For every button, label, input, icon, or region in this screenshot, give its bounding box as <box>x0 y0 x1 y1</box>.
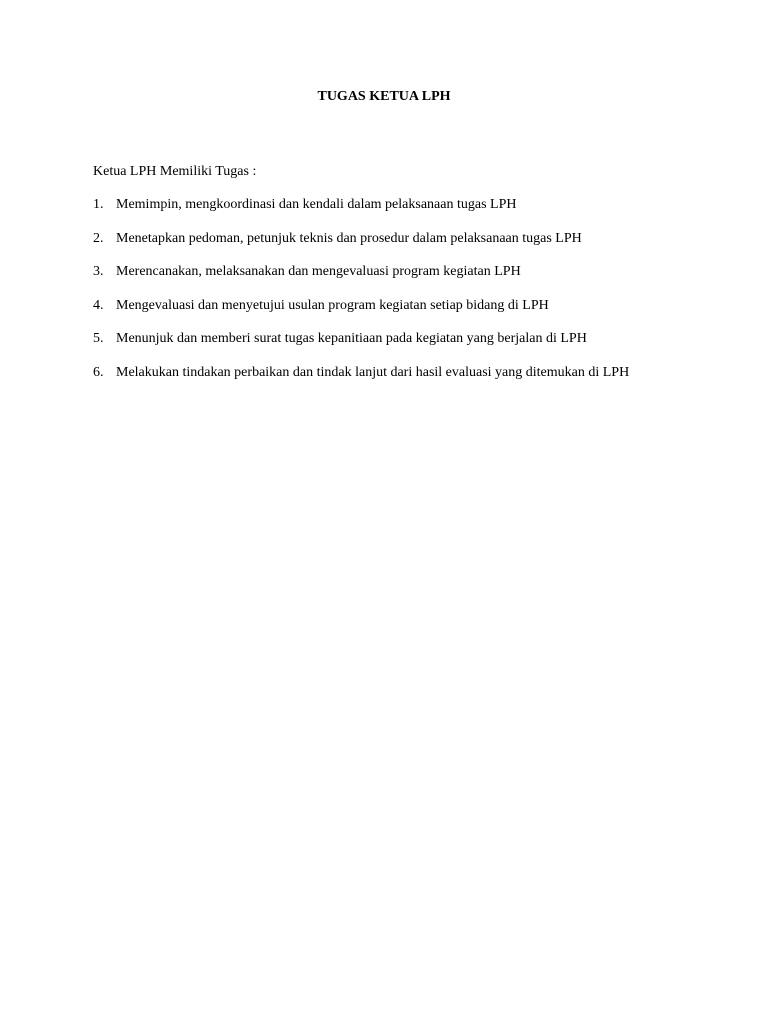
list-item-text: Menunjuk dan memberi surat tugas kepanitiaan pada kegiatan yang berjalan di LPH <box>116 331 587 347</box>
list-item <box>93 230 629 264</box>
list-item <box>93 297 629 331</box>
list-item-number: 3. <box>93 264 104 280</box>
list-item-number: 4. <box>93 297 104 313</box>
list-item-number: 2. <box>93 230 104 246</box>
task-list <box>93 196 629 398</box>
document-title: TUGAS KETUA LPH <box>317 89 451 104</box>
list-item-number: 5. <box>93 331 104 347</box>
list-item <box>93 330 629 364</box>
list-item-text: Mengevaluasi dan menyetujui usulan program kegiatan setiap bidang di LPH <box>116 297 549 313</box>
list-item <box>93 196 629 230</box>
list-item <box>93 364 629 398</box>
list-item-number: 6. <box>93 364 104 380</box>
list-item-text: Menetapkan pedoman, petunjuk teknis dan prosedur dalam pelaksanaan tugas LPH <box>116 230 582 246</box>
intro-text: Ketua LPH Memiliki Tugas : <box>93 164 257 179</box>
list-item <box>93 263 629 297</box>
list-item-number: 1. <box>93 197 104 212</box>
list-item-text: Merencanakan, melaksanakan dan mengevaluasi program kegiatan LPH <box>116 264 521 280</box>
list-item-text: Memimpin, mengkoordinasi dan kendali dalam pelaksanaan tugas LPH <box>116 197 517 212</box>
list-item-text: Melakukan tindakan perbaikan dan tindak lanjut dari hasil evaluasi yang ditemukan di LPH <box>116 364 630 380</box>
